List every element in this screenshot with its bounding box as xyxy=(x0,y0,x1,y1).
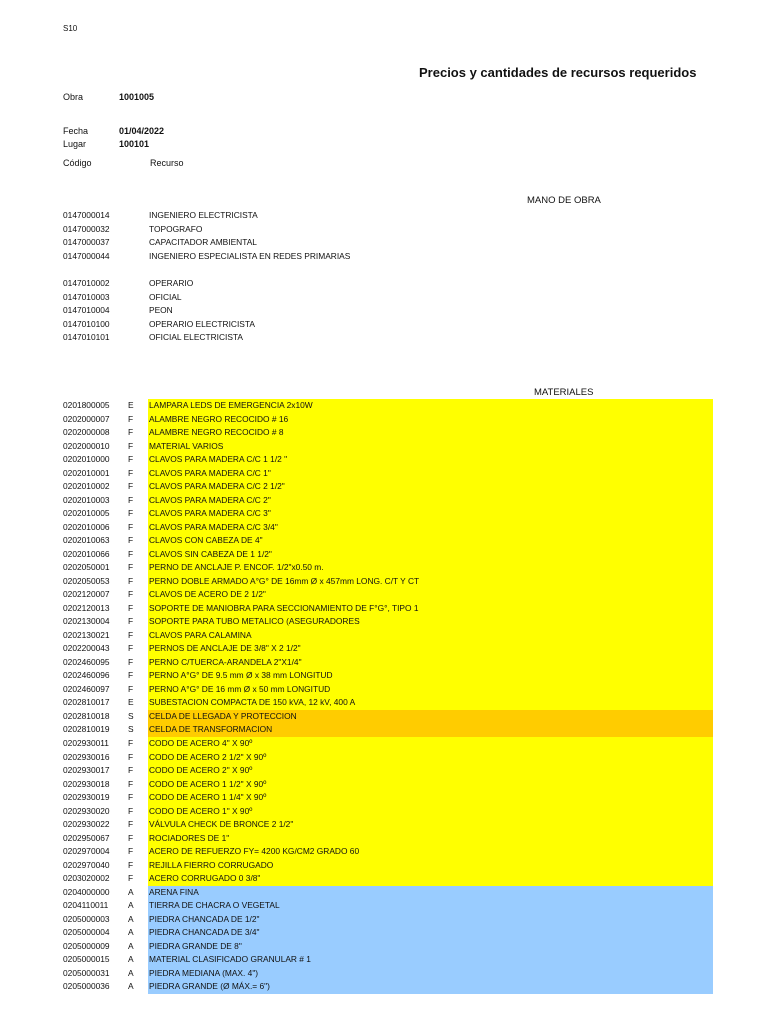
resource-description: ARENA FINA xyxy=(148,886,713,900)
resource-type: A xyxy=(128,927,134,938)
resource-code: 0202930019 xyxy=(63,792,110,803)
resource-description: PERNOS DE ANCLAJE DE 3/8" X 2 1/2" xyxy=(148,642,713,656)
resource-code: 0202810018 xyxy=(63,710,110,721)
resource-type: F xyxy=(128,548,134,559)
table-row xyxy=(0,723,768,737)
resource-description: CAPACITADOR AMBIENTAL xyxy=(149,237,257,248)
resource-code: 0202000010 xyxy=(63,440,110,451)
report-code: S10 xyxy=(63,24,78,33)
resource-type: F xyxy=(128,670,134,681)
table-row xyxy=(0,480,768,494)
resource-description: MATERIAL CLASIFICADO GRANULAR # 1 xyxy=(148,953,713,967)
resource-code: 0202120013 xyxy=(63,602,110,613)
resource-type: F xyxy=(128,859,134,870)
resource-description: ACERO CORRUGADO 0 3/8" xyxy=(148,872,713,886)
resource-code: 0205000031 xyxy=(63,967,110,978)
resource-type: F xyxy=(128,643,134,654)
resource-code: 0202130021 xyxy=(63,629,110,640)
table-row xyxy=(0,886,768,900)
table-row xyxy=(0,223,768,237)
resource-type: F xyxy=(128,413,134,424)
resource-type: A xyxy=(128,940,134,951)
resource-type: F xyxy=(128,535,134,546)
resource-description: MATERIAL VARIOS xyxy=(148,440,713,454)
codigo-column-header: Código xyxy=(63,158,92,168)
resource-code: 0202810017 xyxy=(63,697,110,708)
resource-code: 0202930017 xyxy=(63,765,110,776)
table-row xyxy=(0,642,768,656)
resource-code: 0202460097 xyxy=(63,683,110,694)
resource-description: INGENIERO ESPECIALISTA EN REDES PRIMARIAS xyxy=(149,250,351,261)
resource-description: CELDA DE TRANSFORMACION xyxy=(148,723,713,737)
resource-description: CODO DE ACERO 2" X 90º xyxy=(148,764,713,778)
resource-code: 0147000014 xyxy=(63,210,110,220)
resource-type: F xyxy=(128,589,134,600)
resource-description: TOPOGRAFO xyxy=(149,223,203,234)
resource-description: CLAVOS PARA MADERA C/C 3/4" xyxy=(148,521,713,535)
resource-type: A xyxy=(128,913,134,924)
resource-description: CODO DE ACERO 2 1/2" X 90º xyxy=(148,751,713,765)
table-row xyxy=(0,575,768,589)
resource-type: F xyxy=(128,683,134,694)
resource-code: 0202460095 xyxy=(63,656,110,667)
resource-type: F xyxy=(128,873,134,884)
resource-code: 0147010003 xyxy=(63,291,110,302)
resource-description: CLAVOS PARA MADERA C/C 1" xyxy=(148,467,713,481)
table-row xyxy=(0,561,768,575)
materiales-section-title: MATERIALES xyxy=(534,387,594,398)
resource-code: 0205000009 xyxy=(63,940,110,951)
table-row xyxy=(0,548,768,562)
table-row xyxy=(0,304,768,318)
resource-type: F xyxy=(128,508,134,519)
resource-description: PERNO A°G° DE 16 mm Ø x 50 mm LONGITUD xyxy=(148,683,713,697)
resource-code: 0205000036 xyxy=(63,981,110,992)
resource-description: CLAVOS PARA MADERA C/C 2 1/2" xyxy=(148,480,713,494)
resource-description: SOPORTE DE MANIOBRA PARA SECCIONAMIENTO DE F°G°, TIPO 1 xyxy=(148,602,713,616)
resource-description: PIEDRA CHANCADA DE 3/4" xyxy=(148,926,713,940)
resource-code: 0202970004 xyxy=(63,846,110,857)
resource-code: 0203020002 xyxy=(63,873,110,884)
resource-description: CLAVOS PARA MADERA C/C 1 1/2 " xyxy=(148,453,713,467)
table-row xyxy=(0,913,768,927)
table-row xyxy=(0,588,768,602)
resource-code: 0204000000 xyxy=(63,886,110,897)
resource-code: 0202460096 xyxy=(63,670,110,681)
resource-code: 0202930016 xyxy=(63,751,110,762)
resource-code: 0202810019 xyxy=(63,724,110,735)
table-row xyxy=(0,331,768,345)
resource-description: PERNO DOBLE ARMADO A°G° DE 16mm Ø x 457mm LONG. C/T Y CT xyxy=(148,575,713,589)
resource-code: 0202010001 xyxy=(63,467,110,478)
resource-code: 0202010003 xyxy=(63,494,110,505)
resource-code: 0202120007 xyxy=(63,589,110,600)
table-row xyxy=(0,778,768,792)
resource-description: SOPORTE PARA TUBO METALICO (ASEGURADORES xyxy=(148,615,713,629)
table-row xyxy=(0,494,768,508)
resource-code: 0202010002 xyxy=(63,481,110,492)
resource-code: 0202010066 xyxy=(63,548,110,559)
table-row xyxy=(0,467,768,481)
resource-description: CODO DE ACERO 1 1/4" X 90º xyxy=(148,791,713,805)
resource-code: 0202950067 xyxy=(63,832,110,843)
resource-type: F xyxy=(128,494,134,505)
resource-type: F xyxy=(128,805,134,816)
resource-code: 0147010002 xyxy=(63,278,110,288)
resource-type: A xyxy=(128,900,134,911)
resource-code: 0202010005 xyxy=(63,508,110,519)
resource-description: OPERARIO ELECTRICISTA xyxy=(149,318,255,329)
resource-code: 0202130004 xyxy=(63,616,110,627)
table-row xyxy=(0,291,768,305)
resource-type: F xyxy=(128,562,134,573)
resource-type: F xyxy=(128,846,134,857)
table-row xyxy=(0,683,768,697)
table-row xyxy=(0,669,768,683)
table-row xyxy=(0,696,768,710)
table-row xyxy=(0,751,768,765)
mano-de-obra-section-title: MANO DE OBRA xyxy=(527,195,601,206)
table-row xyxy=(0,859,768,873)
resource-type: F xyxy=(128,575,134,586)
resource-code: 0201800005 xyxy=(63,400,110,410)
resource-type: F xyxy=(128,792,134,803)
resource-type: F xyxy=(128,778,134,789)
table-row xyxy=(0,818,768,832)
resource-code: 0147000044 xyxy=(63,250,110,261)
resource-type: F xyxy=(128,819,134,830)
resource-code: 0202930018 xyxy=(63,778,110,789)
table-row xyxy=(0,926,768,940)
resource-description: OFICIAL ELECTRICISTA xyxy=(149,332,244,343)
table-row xyxy=(0,399,768,413)
resource-type: F xyxy=(128,602,134,613)
table-row xyxy=(0,507,768,521)
resource-description: CLAVOS PARA MADERA C/C 2" xyxy=(148,494,713,508)
resource-description: PEON xyxy=(149,305,173,316)
resource-description: CLAVOS CON CABEZA DE 4" xyxy=(148,534,713,548)
table-row xyxy=(0,953,768,967)
table-row xyxy=(0,845,768,859)
table-row xyxy=(0,872,768,886)
resource-type: F xyxy=(128,521,134,532)
resource-code: 0204110011 xyxy=(63,900,109,911)
resource-description: CLAVOS PARA MADERA C/C 3" xyxy=(148,507,713,521)
resource-type: S xyxy=(128,710,134,721)
resource-description: PERNO C/TUERCA-ARANDELA 2"X1/4" xyxy=(148,656,713,670)
resource-code: 0147000032 xyxy=(63,223,110,234)
resource-code: 0202930011 xyxy=(63,738,109,748)
table-row xyxy=(0,440,768,454)
resource-type: E xyxy=(128,697,134,708)
table-row xyxy=(0,940,768,954)
resource-type: A xyxy=(128,981,134,992)
resource-type: A xyxy=(128,886,134,897)
table-row xyxy=(0,413,768,427)
resource-description: CLAVOS PARA CALAMINA xyxy=(148,629,713,643)
table-row xyxy=(0,236,768,250)
obra-value: 1001005 xyxy=(119,92,155,102)
resource-type: F xyxy=(128,656,134,667)
table-row xyxy=(0,805,768,819)
lugar-value: 100101 xyxy=(119,139,150,149)
resource-description: CLAVOS SIN CABEZA DE 1 1/2" xyxy=(148,548,713,562)
obra-label: Obra xyxy=(63,92,84,102)
resource-type: A xyxy=(128,967,134,978)
resource-code: 0202000007 xyxy=(63,413,110,424)
resource-code: 0147010004 xyxy=(63,305,110,316)
resource-description: CODO DE ACERO 1 1/2" X 90º xyxy=(148,778,713,792)
resource-description: CELDA DE LLEGADA Y PROTECCION xyxy=(148,710,713,724)
resource-description: ROCIADORES DE 1" xyxy=(148,832,713,846)
table-row xyxy=(0,453,768,467)
lugar-label: Lugar xyxy=(63,139,87,149)
table-row xyxy=(0,629,768,643)
table-row xyxy=(0,656,768,670)
resource-code: 0202010000 xyxy=(63,454,110,465)
resource-type: F xyxy=(128,616,134,627)
table-row xyxy=(0,277,768,291)
resource-description: SUBESTACION COMPACTA DE 150 kVA, 12 kV, 400 A xyxy=(148,696,713,710)
table-row xyxy=(0,602,768,616)
resource-type: F xyxy=(128,454,134,465)
page-title: Precios y cantidades de recursos requeridos xyxy=(419,65,697,80)
table-row xyxy=(0,250,768,264)
resource-description: PIEDRA GRANDE DE 8" xyxy=(148,940,713,954)
resource-description: PIEDRA MEDIANA (MAX. 4") xyxy=(148,967,713,981)
table-row xyxy=(0,426,768,440)
resource-type: F xyxy=(128,629,134,640)
resource-type: F xyxy=(128,440,134,451)
resource-description: CODO DE ACERO 4" X 90º xyxy=(148,737,713,751)
resource-description: PIEDRA GRANDE (Ø MÁX.= 6") xyxy=(148,980,713,994)
table-row xyxy=(0,791,768,805)
resource-type: F xyxy=(128,427,134,438)
resource-description: LAMPARA LEDS DE EMERGENCIA 2x10W xyxy=(148,399,713,413)
resource-type: F xyxy=(128,765,134,776)
resource-type: A xyxy=(128,954,134,965)
table-row xyxy=(0,980,768,994)
resource-type: F xyxy=(128,751,134,762)
resource-description: PIEDRA CHANCADA DE 1/2" xyxy=(148,913,713,927)
resource-description: ACERO DE REFUERZO FY= 4200 KG/CM2 GRADO 60 xyxy=(148,845,713,859)
resource-type: E xyxy=(128,400,134,410)
resource-code: 0202010006 xyxy=(63,521,110,532)
resource-description: CLAVOS DE ACERO DE 2 1/2" xyxy=(148,588,713,602)
resource-code: 0147000037 xyxy=(63,237,110,248)
resource-type: F xyxy=(128,481,134,492)
table-row xyxy=(0,832,768,846)
resource-code: 0147010100 xyxy=(63,318,110,329)
resource-description: PERNO A°G° DE 9.5 mm Ø x 38 mm LONGITUD xyxy=(148,669,713,683)
resource-code: 0202000008 xyxy=(63,427,110,438)
resource-code: 0202050001 xyxy=(63,562,110,573)
table-row xyxy=(0,615,768,629)
recurso-column-header: Recurso xyxy=(150,158,184,168)
resource-description: VÁLVULA CHECK DE BRONCE 2 1/2" xyxy=(148,818,713,832)
resource-code: 0202050053 xyxy=(63,575,110,586)
fecha-label: Fecha xyxy=(63,126,89,136)
resource-type: F xyxy=(128,832,134,843)
resource-description: OFICIAL xyxy=(149,291,182,302)
fecha-value: 01/04/2022 xyxy=(119,126,165,136)
table-row xyxy=(0,521,768,535)
table-row xyxy=(0,899,768,913)
table-row xyxy=(0,764,768,778)
table-row xyxy=(0,534,768,548)
table-row xyxy=(0,710,768,724)
resource-description: CODO DE ACERO 1" X 90º xyxy=(148,805,713,819)
resource-description: ALAMBRE NEGRO RECOCIDO # 16 xyxy=(148,413,713,427)
resource-description: PERNO DE ANCLAJE P. ENCOF. 1/2"x0.50 m. xyxy=(148,561,713,575)
table-row xyxy=(0,967,768,981)
resource-description: REJILLA FIERRO CORRUGADO xyxy=(148,859,713,873)
resource-code: 0202930022 xyxy=(63,819,110,830)
resource-description: ALAMBRE NEGRO RECOCIDO # 8 xyxy=(148,426,713,440)
resource-code: 0202930020 xyxy=(63,805,110,816)
table-row xyxy=(0,209,768,223)
resource-code: 0202010063 xyxy=(63,535,110,546)
table-row xyxy=(0,737,768,751)
resource-description: TIERRA DE CHACRA O VEGETAL xyxy=(148,899,713,913)
resource-type: F xyxy=(128,467,134,478)
table-row xyxy=(0,318,768,332)
resource-code: 0205000004 xyxy=(63,927,110,938)
resource-type: F xyxy=(128,738,134,748)
resource-code: 0205000003 xyxy=(63,913,110,924)
resource-description: INGENIERO ELECTRICISTA xyxy=(149,210,258,220)
resource-code: 0147010101 xyxy=(63,332,110,343)
resource-code: 0202200043 xyxy=(63,643,110,654)
resource-code: 0202970040 xyxy=(63,859,110,870)
resource-type: S xyxy=(128,724,134,735)
resource-code: 0205000015 xyxy=(63,954,110,965)
resource-description: OPERARIO xyxy=(149,278,194,288)
